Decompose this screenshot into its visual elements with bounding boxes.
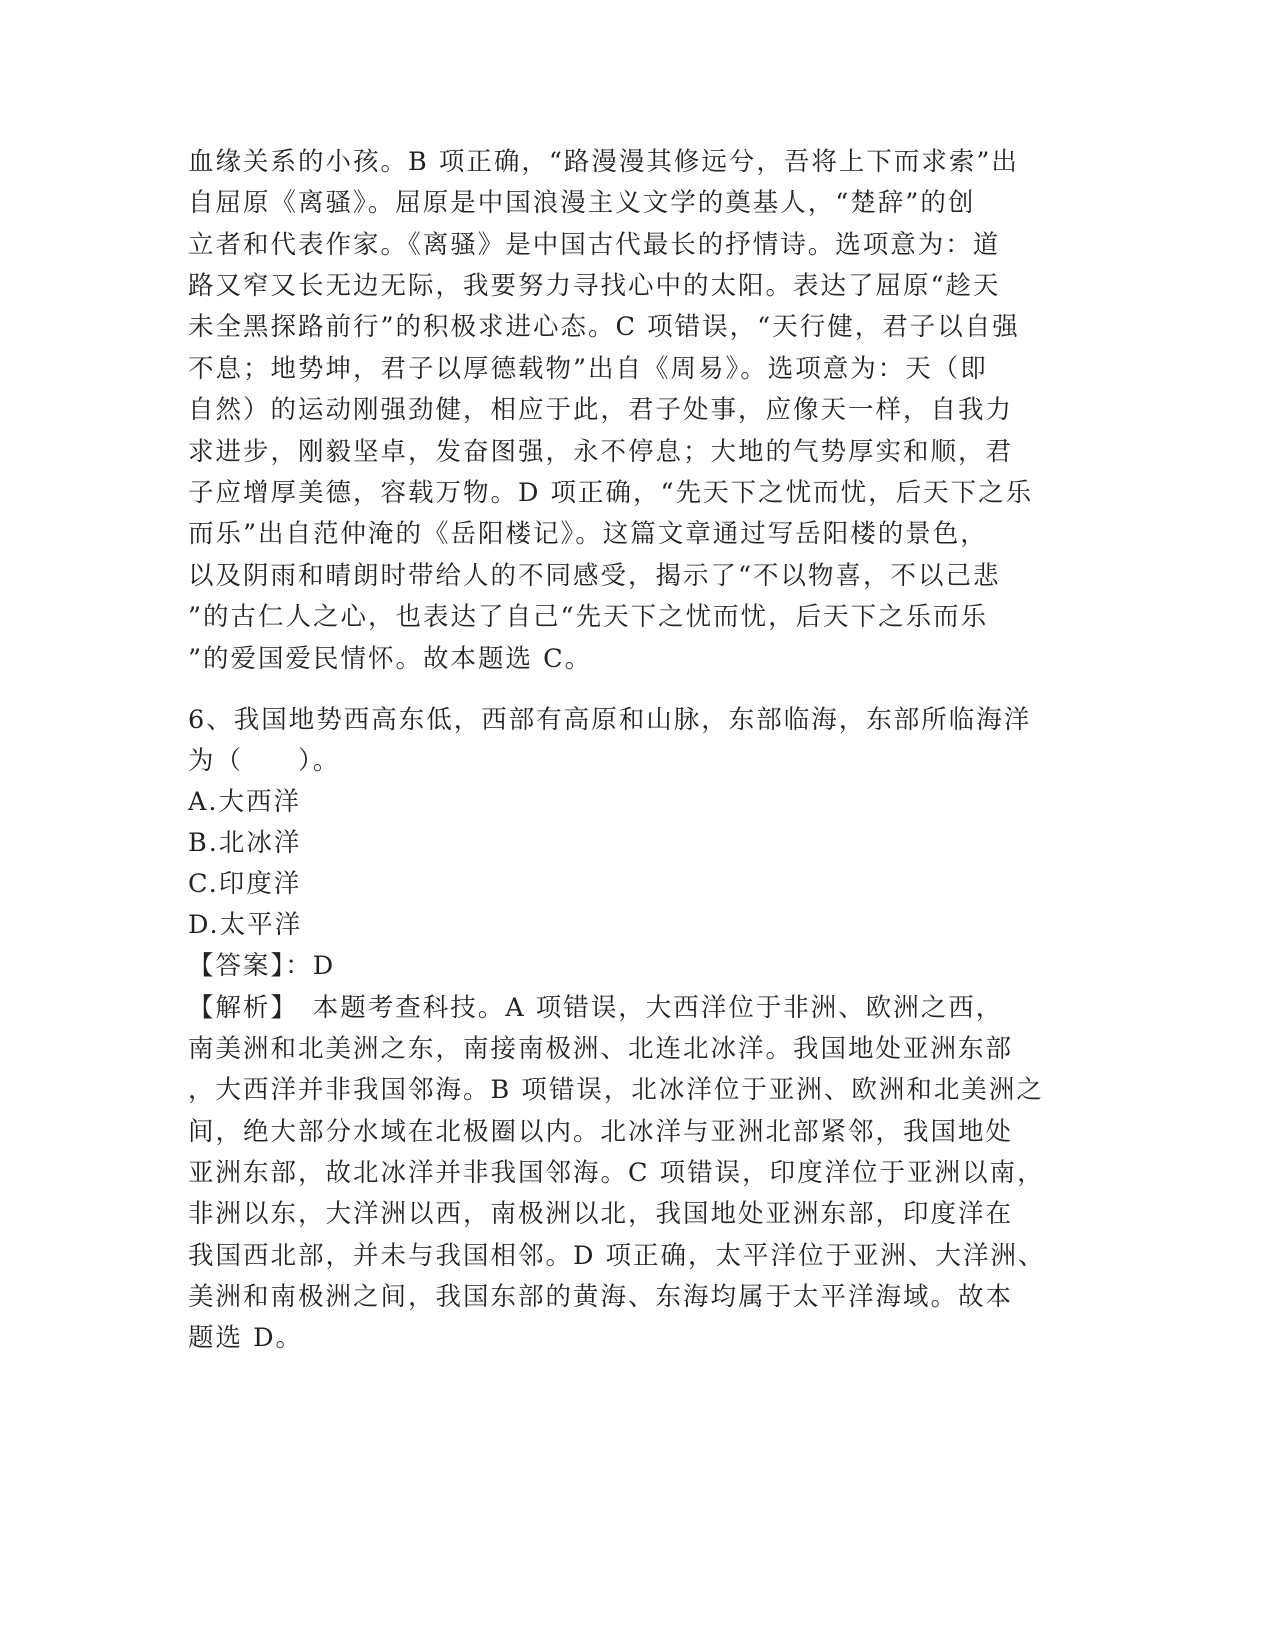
analysis-line: 我国西北部，并未与我国相邻。D 项正确，太平洋位于亚洲、大洋洲、 [188,1241,1046,1271]
text-line: 不息；地势坤，君子以厚德载物”出自《周易》。选项意为：天（即 [188,354,988,384]
option-d: D.太平洋 [188,910,303,940]
analysis-line: 题选 D。 [188,1323,304,1353]
analysis-line: 非洲以东，大洋洲以西，南极洲以北，我国地处亚洲东部，印度洋在 [188,1199,1014,1229]
answer: 【答案】：D [188,951,336,981]
analysis-line: 间，绝大部分水域在北极圈以内。北冰洋与亚洲北部紧邻，我国地处 [188,1117,1014,1147]
text-line: 以及阴雨和晴朗时带给人的不同感受，揭示了“不以物喜，不以己悲 [188,561,1001,591]
option-a: A.大西洋 [188,787,302,817]
text-line: 子应增厚美德，容载万物。D 项正确，“先天下之忧而忧，后天下之乐 [188,478,1034,508]
text-line: 立者和代表作家。《离骚》是中国古代最长的抒情诗。选项意为：道 [188,230,1001,260]
text-line: 路又窄又长无边无际，我要努力寻找心中的太阳。表达了屈原“趁天 [188,271,1001,301]
question-stem: 6、我国地势西高东低，西部有高原和山脉，东部临海，东部所临海洋 [188,705,1032,735]
analysis-line: ，大西洋并非我国邻海。B 项错误，北冰洋位于亚洲、欧洲和北美洲之 [188,1075,1044,1105]
analysis-line: 亚洲东部，故北冰洋并非我国邻海。C 项错误，印度洋位于亚洲以南， [188,1158,1045,1188]
text-line: ”的古仁人之心，也表达了自己“先天下之忧而忧，后天下之乐而乐 [188,602,989,632]
text-line: 血缘关系的小孩。B 项正确，“路漫漫其修远兮，吾将上下而求索”出 [188,147,1019,177]
text-line: 自然）的运动刚强劲健，相应于此，君子处事，应像天一样，自我力 [188,395,1014,425]
analysis-line: 【解析】 本题考查科技。A 项错误，大西洋位于非洲、欧洲之西， [188,993,1004,1023]
option-c: C.印度洋 [188,869,302,899]
question-stem: 为（ ）。 [188,746,341,776]
text-line: 求进步，刚毅坚卓，发奋图强，永不停息；大地的气势厚实和顺，君 [188,437,1014,467]
analysis-line: 美洲和南极洲之间，我国东部的黄海、东海均属于太平洋海域。故本 [188,1282,1014,1312]
text-line: 未全黑探路前行”的积极求进心态。C 项错误，“天行健，君子以自强 [188,312,1020,342]
text-line: 而乐”出自范仲淹的《岳阳楼记》。这篇文章通过写岳阳楼的景色， [188,519,988,549]
text-line: ”的爱国爱民情怀。故本题选 C。 [188,644,593,674]
analysis-line: 南美洲和北美洲之东，南接南极洲、北连北冰洋。我国地处亚洲东部 [188,1034,1014,1064]
text-line: 自屈原《离骚》。屈原是中国浪漫主义文学的奠基人，“楚辞”的创 [188,188,976,218]
option-b: B.北冰洋 [188,828,302,858]
